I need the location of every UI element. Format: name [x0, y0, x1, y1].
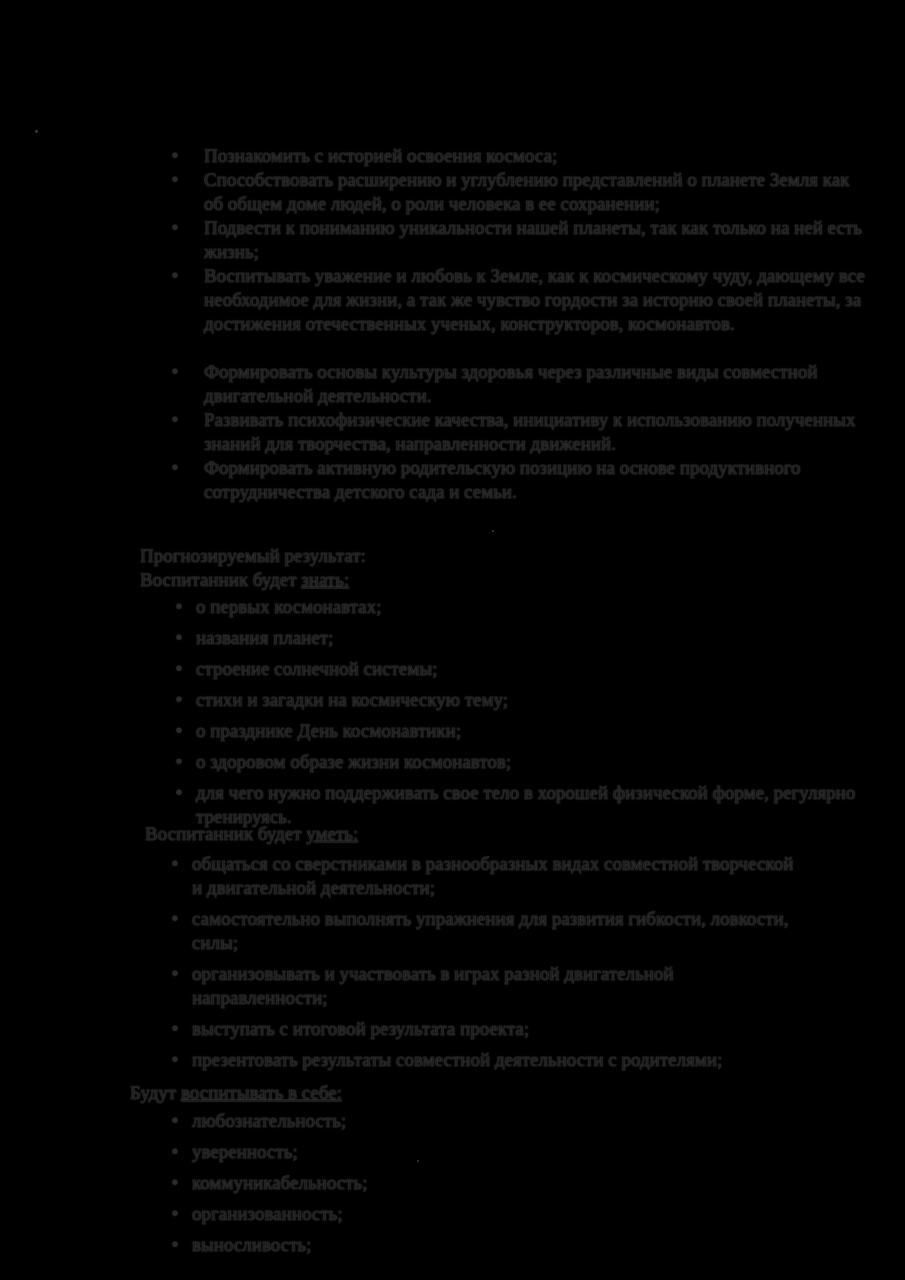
bullet-icon: •	[171, 266, 179, 287]
item-text: презентовать результаты совместной деятельности с родителями;	[192, 1050, 723, 1071]
know-heading	[140, 569, 349, 593]
bullet-icon: •	[171, 854, 179, 875]
goal-text: Формировать основы культуры здоровья через различные виды совместной двигательной деятельности.	[204, 362, 818, 407]
item-text: общаться со сверстниками в разнообразных видах совместной творческой и двигательной деятельности;	[192, 854, 794, 899]
bullet-icon: •	[171, 1235, 179, 1256]
develop-heading	[130, 1082, 342, 1106]
list-item	[172, 751, 862, 775]
bullet-icon: •	[175, 597, 183, 618]
list-item	[168, 265, 868, 361]
list-item	[168, 1141, 858, 1165]
list-item	[168, 1110, 858, 1134]
bullet-icon: •	[171, 1204, 179, 1225]
section-title: Прогнозируемый результат:	[140, 546, 366, 567]
item-text: коммуникабельность;	[192, 1173, 368, 1194]
list-item	[172, 627, 862, 651]
bullet-icon: •	[171, 170, 179, 191]
goal-text: Формировать активную родительскую позицию на основе продуктивного сотрудничества детского сада и семьи.	[204, 458, 801, 503]
list-item	[168, 1203, 858, 1227]
bullet-icon: •	[171, 410, 179, 431]
list-item	[168, 217, 868, 265]
item-text: стихи и загадки на космическую тему;	[196, 690, 509, 711]
item-text: уверенность;	[192, 1142, 298, 1163]
item-text: строение солнечной системы;	[196, 659, 438, 680]
develop-prefix: Будут	[130, 1083, 181, 1104]
bullet-icon: •	[171, 1019, 179, 1040]
bullet-icon: •	[175, 783, 183, 804]
item-text: организованность;	[192, 1204, 343, 1225]
list-item	[168, 361, 868, 409]
bullet-icon: •	[175, 628, 183, 649]
scan-speck	[492, 530, 494, 532]
goal-text: Познакомить с историей освоения космоса;	[204, 146, 558, 167]
list-item	[168, 1018, 808, 1042]
bullet-icon: •	[175, 659, 183, 680]
list-item	[172, 658, 862, 682]
bullet-icon: •	[171, 1173, 179, 1194]
bullet-icon: •	[175, 752, 183, 773]
goals-list	[168, 145, 868, 505]
list-item	[168, 908, 808, 956]
bullet-icon: •	[171, 964, 179, 985]
bullet-icon: •	[171, 146, 179, 167]
develop-list	[168, 1110, 858, 1265]
list-item	[172, 689, 862, 713]
can-heading	[145, 823, 358, 847]
develop-underlined: воспитывать в себе:	[180, 1083, 342, 1104]
list-item	[168, 1234, 858, 1258]
item-text: о первых космонавтах;	[196, 597, 382, 618]
item-text: самостоятельно выполнять упражнения для развития гибкости, ловкости, силы;	[192, 909, 789, 954]
list-item	[168, 145, 868, 169]
know-underlined: знать:	[301, 570, 350, 591]
list-item	[168, 1049, 808, 1073]
goal-text: Развивать психофизические качества, инициативу к использованию полученных знаний для творчества, направленности движений.	[204, 410, 856, 455]
goal-text: Воспитывать уважение и любовь к Земле, как к космическому чуду, дающему все необходимое для жизни, а так же чувство гордости за историю своей планеты, за достижения отечественных ученых, конструкторов, космонавтов.	[204, 266, 865, 335]
bullet-icon: •	[175, 690, 183, 711]
bullet-icon: •	[171, 362, 179, 383]
item-text: о здоровом образе жизни космонавтов;	[196, 752, 512, 773]
can-underlined: уметь:	[306, 824, 359, 845]
bullet-icon: •	[171, 218, 179, 239]
know-prefix: Воспитанник будет	[140, 570, 302, 591]
item-text: названия планет;	[196, 628, 334, 649]
scan-speck	[35, 130, 38, 133]
item-text: любознательность;	[192, 1111, 347, 1132]
list-item	[172, 596, 862, 620]
item-text: выступать с итоговой результата проекта;	[192, 1019, 530, 1040]
bullet-icon: •	[175, 721, 183, 742]
list-item	[168, 1172, 858, 1196]
list-item	[168, 457, 868, 505]
know-list	[172, 596, 862, 837]
list-item	[168, 169, 868, 217]
list-item	[168, 409, 868, 457]
item-text: выносливость;	[192, 1235, 312, 1256]
list-item	[168, 853, 808, 901]
bullet-icon: •	[171, 1111, 179, 1132]
bullet-icon: •	[171, 909, 179, 930]
item-text: о празднике День космонавтики;	[196, 721, 462, 742]
goal-text: Подвести к пониманию уникальности нашей планеты, так как только на ней есть жизнь;	[204, 218, 862, 263]
item-text: для чего нужно поддерживать свое тело в хорошей физической форме, регулярно тренируясь.	[196, 783, 856, 828]
bullet-icon: •	[171, 1050, 179, 1071]
can-list	[168, 853, 808, 1080]
list-item	[168, 963, 808, 1011]
bullet-icon: •	[171, 458, 179, 479]
goal-text: Способствовать расширению и углублению представлений о планете Земля как об общем доме людей, о роли человека в ее сохранении;	[204, 170, 850, 215]
bullet-icon: •	[171, 1142, 179, 1163]
list-item	[172, 720, 862, 744]
item-text: организовывать и участвовать в играх разной двигательной направленности;	[192, 964, 674, 1009]
can-prefix: Воспитанник будет	[145, 824, 307, 845]
